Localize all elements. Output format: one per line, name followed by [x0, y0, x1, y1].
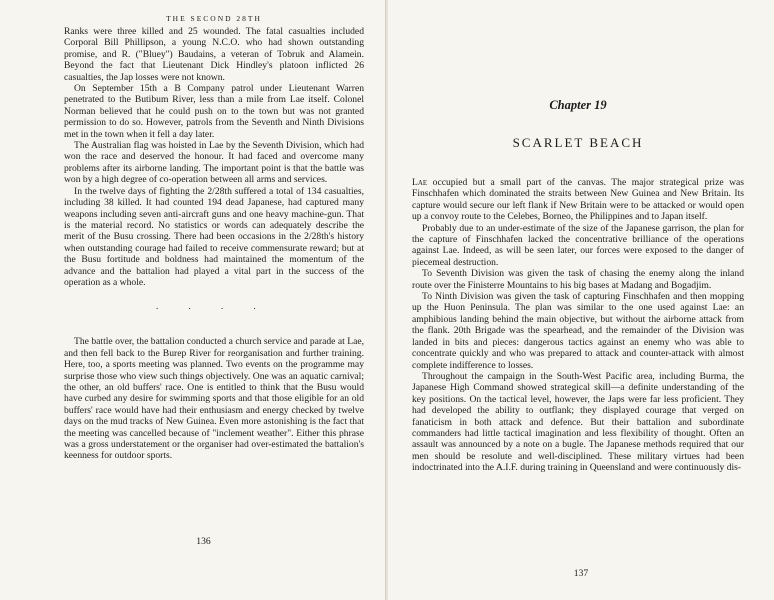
paragraph: In the twelve days of fighting the 2/28th suffered a total of 134 casualties, including 38 killed. It had counted 194 dead Japanese, had captured many weapons including seven anti-aircraft guns and one heavy machine-gun. That is the material record. No statistics or words can adequately describe the merit of the Busu crossing. There had been occasions in the 2/28th's history when outstanding courage had failed to receive commensurate reward; but at the Busu fortitude and boldness had maintained the momentum of the advance and the battalion had played a vital part in the success of the operation as a whole.	[64, 185, 364, 288]
paragraph: To Ninth Division was given the task of capturing Finschhafen and then mopping up the Huon Peninsula. The plan was similar to the one used against Lae: an amphibious landing behind the main objective, but without the airborne attack from the flank. 20th Brigade was the spearhead, and the remainder of the Division was landed in bits and pieces: dangerous tactics against an enemy who was able to concentrate quickly and who was prepared to attack and counter-attack with almost complete indifference to losses.	[412, 291, 744, 371]
section-separator: . . . .	[156, 301, 270, 312]
paragraph: On September 15th a B Company patrol under Lieutenant Warren penetrated to the Butibum River, less than a mile from Lae itself. Colonel Norman believed that he could push on to the town but was not granted permission to do so. However, patrols from the Seventh and Ninth Divisions met in the town when it fell a day later.	[64, 83, 364, 140]
right-page	[388, 0, 774, 600]
paragraph: To Seventh Division was given the task of chasing the enemy along the inland route over the Finisterre Mountains to his big bases at Madang and Bogadjim.	[412, 268, 744, 291]
paragraph: The Australian flag was hoisted in Lae by the Seventh Division, which had won the race and deserved the honour. It had faced and overcome many problems after its airborne landing. The important point is that the battle was won by a high degree of co-operation between all arms and services.	[64, 140, 364, 186]
opening-word: Lae	[412, 177, 428, 188]
chapter-title: SCARLET BEACH	[512, 135, 644, 150]
page-number: 137	[573, 568, 589, 579]
opening-paragraph-text: occupied but a small part of the canvas. The major strategical prize was Finschhafen which dominated the straits between New Guinea and New Britain. Its capture would secure our left flank if New Britain were to be attacked or would open up a convoy route to the Celebes, Borneo, the Philippines and to Japan itself.	[412, 177, 744, 223]
paragraph: The battle over, the battalion conducted a church service and parade at Lae, and then fell back to the Burep River for reorganisation and further training. Here, too, a sports meeting was planned. Two events on the programme may surprise those who view such things objectively. One was an aquatic carnival; the other, an old buffers' race. One is entitled to think that the Busu would have curbed any desire for swimming sports and that those eligible for an old buffers' race would have had their enthusiasm and energy checked by twelve days on the mud tracks of New Guinea. Even more astonishing is the fact that the meeting was cancelled because of "inclement weather". Either this phrase was a gross understatement or the organiser had over-estimated the battalion's keenness for outdoor sports.	[64, 336, 364, 462]
opening-paragraph	[412, 177, 744, 223]
paragraph: Probably due to an under-estimate of the size of the Japanese garrison, the plan for the capture of Finschhafen lacked the concentrative brilliance of the operations against Lae. Indeed, as will be seen later, our forces were exposed to the danger of piecemeal destruction.	[412, 222, 744, 268]
left-page	[0, 0, 386, 600]
paragraph: Throughout the campaign in the South-West Pacific area, including Burma, the Japanese High Command showed strategical skill—a definite understanding of the key positions. On the tactical level, however, the Japs were far less proficient. They had developed the ability to outflank; they displayed courage that verged on fanaticism in both attack and defence. But their battalion and subordinate commanders had little tactical imagination and less flexibility of thought. Often an assault was announced by a note on a bugle. The Japanese methods required that our men should be resolute and well-disciplined. These military virtues had been indoctrinated into the A.I.F. during training in Queensland and were continuously dis-	[412, 370, 744, 474]
left-text-block	[64, 26, 364, 462]
right-text-block	[412, 177, 744, 474]
chapter-label: Chapter 19	[549, 98, 607, 112]
running-head: THE SECOND 28TH	[166, 14, 262, 23]
page-number: 136	[196, 536, 211, 547]
paragraph: Ranks were three killed and 25 wounded. The fatal casualties included Corporal Bill Phillipson, a young N.C.O. who had shown outstanding promise, and R. ("Bluey") Baudains, a veteran of Tobruk and Alamein. Beyond the fact that Lieutenant Dick Hindley's platoon inflicted 26 casualties, the Jap losses were not known.	[64, 26, 364, 83]
